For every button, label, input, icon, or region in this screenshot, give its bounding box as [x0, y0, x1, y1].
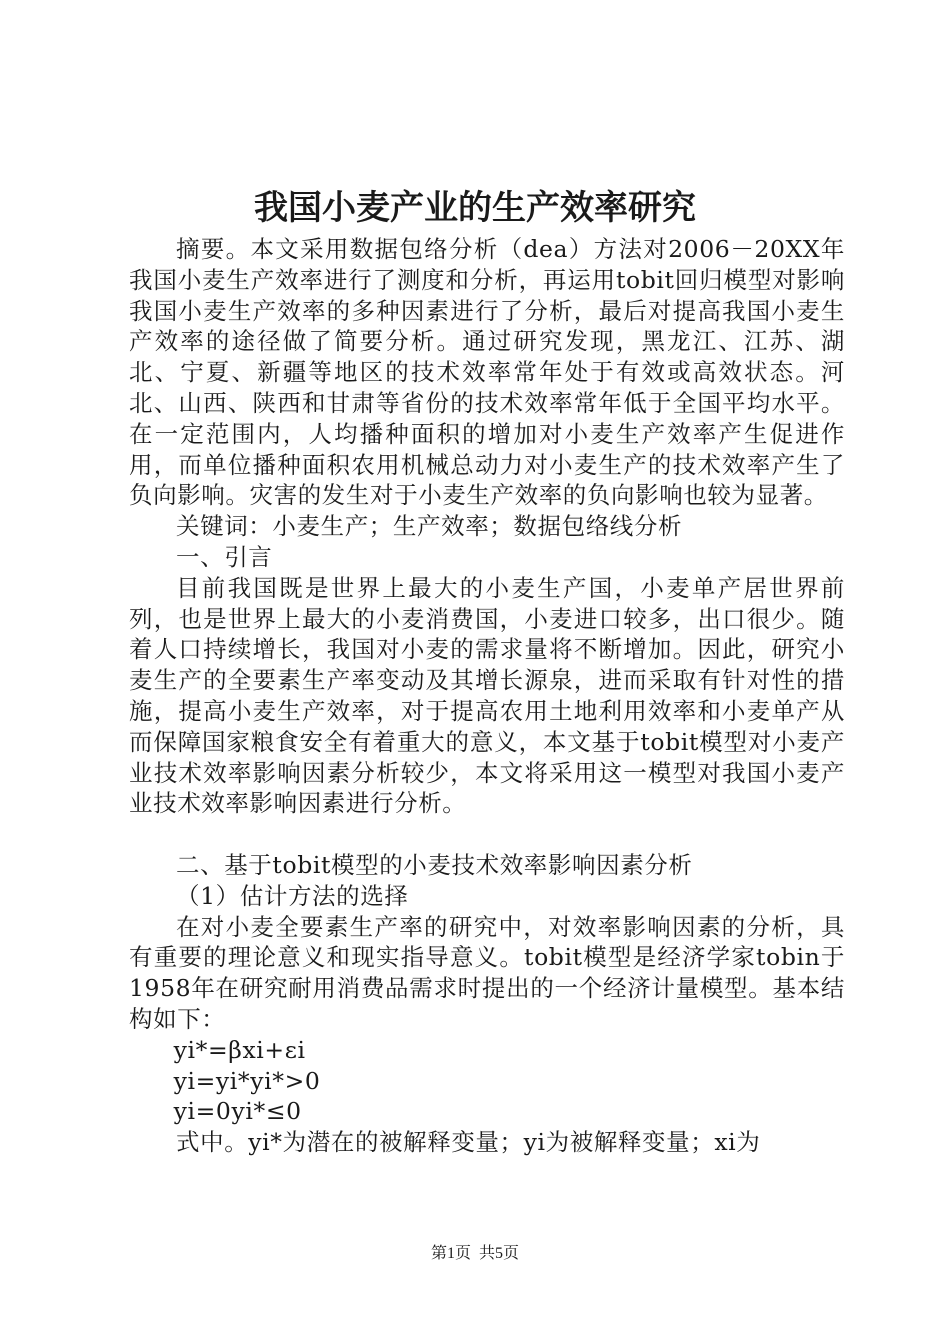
formula-line: yi=yi*yi*>0 — [173, 1066, 321, 1095]
formula-explanation-paragraph: 式中。yi*为潜在的被解释变量；yi为被解释变量；xi为 — [176, 1128, 761, 1157]
section-heading-tobit: 二、基于tobit模型的小麦技术效率影响因素分析 — [176, 850, 693, 879]
abstract-paragraph: 摘要。本文采用数据包络分析（dea）方法对2006－20XX年我国小麦生产效率进行了测度和分析，再运用tobit回归模型对影响我国小麦生产效率的多种因素进行了分析，最后对提高我国小麦生产效率的途径做了简要分析。通过研究发现，黑龙江、江苏、湖北、宁夏、新疆等地区的技术效率常年处于有效或高效状态。河北、山西、陕西和甘肃等省份的技术效率常年低于全国平均水平。在一定范围内，人均播种面积的增加对小麦生产效率产生促进作用，而单位播种面积农用机械总动力对小麦生产的技术效率产生了负向影响。灾害的发生对于小麦生产效率的负向影响也较为显著。 — [129, 235, 845, 510]
blank-line — [129, 819, 845, 850]
introduction-paragraph: 目前我国既是世界上最大的小麦生产国，小麦单产居世界前列，也是世界上最大的小麦消费国，小麦进口较多，出口很少。随着人口持续增长，我国对小麦的需求量将不断增加。因此，研究小麦生产的全要素生产率变动及其增长源泉，进而采取有针对性的措施，提高小麦生产效率，对于提高农用土地利用效率和小麦单产从而保障国家粮食安全有着重大的意义，本文基于tobit模型对小麦产业技术效率影响因素分析较少，本文将采用这一模型对我国小麦产业技术效率影响因素进行分析。 — [129, 573, 845, 818]
page-footer — [0, 1244, 950, 1264]
keywords-paragraph: 关键词：小麦生产；生产效率；数据包络线分析 — [176, 512, 683, 541]
subsection-heading-estimation: （1）估计方法的选择 — [176, 881, 409, 910]
formula-line: yi=0yi*≤0 — [173, 1097, 302, 1126]
method-paragraph: 在对小麦全要素生产率的研究中，对效率影响因素的分析，具有重要的理论意义和现实指导意义。tobit模型是经济学家tobin于1958年在研究耐用消费品需求时提出的一个经济计量模型。基本结构如下： — [129, 912, 845, 1033]
formula-line: yi*=βxi+εi — [173, 1035, 306, 1064]
document-body — [129, 234, 845, 1158]
document-title: 我国小麦产业的生产效率研究 — [254, 188, 696, 228]
section-heading-introduction: 一、引言 — [176, 542, 273, 571]
page-number-label: 第1页 共5页 — [430, 1245, 519, 1262]
